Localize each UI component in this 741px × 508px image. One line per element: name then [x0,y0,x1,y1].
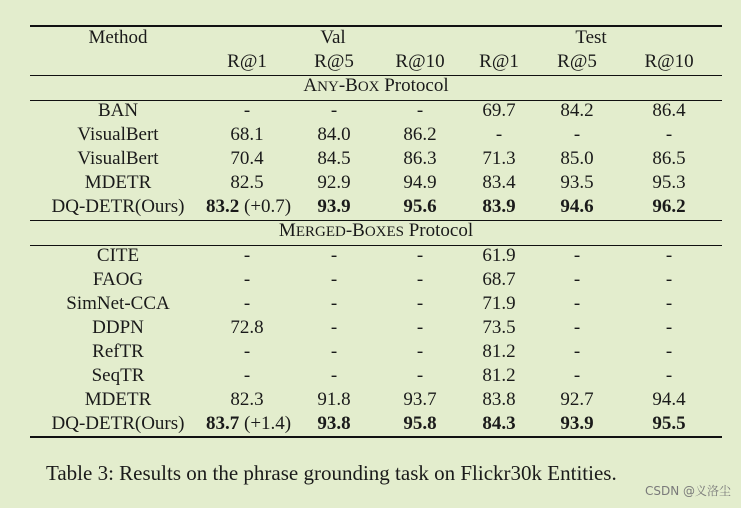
cell-value: 94.4 [652,389,686,410]
method-name: RefTR [92,341,144,362]
value-cell [288,99,380,123]
section-title-row [30,219,722,244]
method-name: BAN [97,100,139,121]
value-cell [288,171,380,195]
method-name: VisualBert [77,148,159,169]
value-cell [288,244,380,268]
method-name: SeqTR [91,365,145,386]
table-row [30,340,722,364]
value-cell [288,268,380,292]
cell-value: 70.4 [230,148,264,169]
cell-value: 83.9 [482,196,516,217]
value-cell [616,147,722,171]
value-cell [380,292,460,316]
section-title [30,219,722,244]
method-name: CITE [96,245,140,266]
value-cell [538,316,616,340]
cell-value: 84.0 [317,124,351,145]
table-row [30,292,722,316]
cell-value: - [665,245,673,266]
method-name: DQ-DETR(Ours) [51,196,185,217]
value-cell [288,364,380,388]
cell-value: 95.8 [403,413,437,434]
section-title [30,74,722,99]
value-cell [380,147,460,171]
cell-value: 95.3 [652,172,686,193]
cell-value: - [573,341,581,362]
cell-value: 85.0 [560,148,594,169]
value-cell [288,340,380,364]
section-title-part: NY [317,79,339,95]
section-title-part: -B [345,220,365,241]
section-title-part: M [278,220,296,241]
value-cell [380,195,460,219]
header-row-groups [30,26,722,50]
cell-value: - [330,100,338,121]
cell-value: - [243,341,251,362]
value-cell [460,316,538,340]
cell-value: - [573,245,581,266]
value-cell [380,171,460,195]
cell-value: 86.4 [652,100,686,121]
section-title-part: A [303,75,318,96]
cell-value: - [416,100,424,121]
value-cell [288,412,380,436]
cell-value: 81.2 [482,341,516,362]
cell-value: 73.5 [482,317,516,338]
cell-value: 93.5 [560,172,594,193]
section-title-row [30,74,722,99]
cell-value: 69.7 [482,100,516,121]
section-title-part: Protocol [379,75,449,96]
cell-value: 86.5 [652,148,686,169]
cell-value: 92.9 [317,172,351,193]
table-row [30,195,722,219]
section-title-part: Protocol [403,220,474,241]
cell-value: - [573,293,581,314]
cell-value: 68.7 [482,269,516,290]
cell-value: - [665,293,673,314]
section-title-part: OX [357,79,380,95]
cell-value: - [573,269,581,290]
cell-value: 92.7 [560,389,594,410]
value-cell [538,364,616,388]
table-caption: Table 3: Results on the phrase grounding task on Flickr30k Entities. [46,461,617,485]
value-cell [460,99,538,123]
cell-value: 95.6 [403,196,437,217]
method-name: VisualBert [77,124,159,145]
cell-value: 91.8 [317,389,351,410]
col-header: R@5 [557,51,597,72]
cell-value: - [330,365,338,386]
cell-value: 83.8 [482,389,516,410]
cell-value: - [416,293,424,314]
table-row [30,316,722,340]
cell-value: - [243,245,251,266]
cell-value: - [243,100,251,121]
cell-value: - [416,317,424,338]
cell-value: - [330,341,338,362]
table-row [30,244,722,268]
cell-value: 82.3 [230,389,264,410]
value-cell [460,268,538,292]
value-cell [288,316,380,340]
method-name: SimNet-CCA [66,293,170,314]
value-cell [460,340,538,364]
value-cell [288,123,380,147]
cell-value: 86.3 [403,148,437,169]
value-cell [460,195,538,219]
method-header: Method [88,27,148,48]
cell-value: 95.5 [652,413,686,434]
value-cell [538,99,616,123]
value-cell [206,99,288,123]
cell-value: - [416,341,424,362]
cell-value: - [330,293,338,314]
table-row [30,171,722,195]
cell-value: - [330,269,338,290]
value-cell [460,364,538,388]
value-cell [538,244,616,268]
value-cell [460,244,538,268]
value-cell [538,171,616,195]
value-cell [538,412,616,436]
value-cell [616,340,722,364]
header-row-metrics [30,50,722,74]
cell-value: 93.8 [317,413,351,434]
value-cell [380,412,460,436]
value-cell [380,99,460,123]
cell-value: - [243,269,251,290]
value-cell [460,123,538,147]
value-cell [538,147,616,171]
table-row [30,99,722,123]
cell-value: 81.2 [482,365,516,386]
value-cell [206,244,288,268]
value-cell [380,268,460,292]
cell-value: - [330,245,338,266]
cell-value: 68.1 [230,124,264,145]
value-cell [460,412,538,436]
method-name: MDETR [84,389,152,410]
value-cell [206,195,292,219]
value-cell [616,99,722,123]
value-cell [616,268,722,292]
cell-value: - [665,317,673,338]
value-cell [616,195,722,219]
value-cell [460,171,538,195]
value-cell [206,388,288,412]
cell-value: - [416,269,424,290]
cell-value: 93.9 [317,196,351,217]
cell-value: 83.2 [206,196,240,217]
value-cell [380,364,460,388]
cell-value: - [495,124,503,145]
value-cell [538,340,616,364]
cell-value: - [243,365,251,386]
value-cell [538,268,616,292]
method-name: DDPN [92,317,144,338]
method-name: FAOG [92,269,144,290]
value-cell [206,147,288,171]
val-group-header: Val [320,27,346,48]
test-group-header: Test [575,27,607,48]
cell-value: 61.9 [482,245,516,266]
section-title-part: OXES [364,224,404,240]
cell-value: - [573,124,581,145]
cell-value: - [416,365,424,386]
cell-value: 84.3 [482,413,516,434]
value-cell [616,388,722,412]
table-row [30,412,722,436]
cell-value: 83.7 [206,413,240,434]
value-cell [206,268,288,292]
value-cell [380,388,460,412]
cell-value: 93.7 [403,389,437,410]
value-cell [206,340,288,364]
value-cell [616,171,722,195]
value-cell [288,147,380,171]
value-cell [380,123,460,147]
col-header: R@5 [314,51,354,72]
value-cell [380,340,460,364]
cell-value: 93.9 [560,413,594,434]
col-header: R@1 [227,51,267,72]
table-row [30,364,722,388]
cell-value: - [573,317,581,338]
value-cell [288,195,380,219]
value-cell [616,123,722,147]
table-row [30,147,722,171]
method-name: MDETR [84,172,152,193]
table-row [30,123,722,147]
cell-value: 96.2 [652,196,686,217]
value-cell [206,292,288,316]
value-cell [538,388,616,412]
cell-value: - [573,365,581,386]
cell-value: - [243,293,251,314]
section-title-part: ERGED [295,224,346,240]
value-cell [206,412,292,436]
cell-value: 71.3 [482,148,516,169]
cell-value: 71.9 [482,293,516,314]
value-cell [288,388,380,412]
cell-value: - [665,365,673,386]
value-cell [616,244,722,268]
value-cell [616,412,722,436]
value-cell [460,388,538,412]
cell-value: 84.5 [317,148,351,169]
value-cell [380,244,460,268]
table-row [30,268,722,292]
table-row [30,388,722,412]
value-cell [206,171,288,195]
cell-value: 94.9 [403,172,437,193]
col-header: R@10 [395,51,445,72]
gain-value: (+0.7) [239,196,292,217]
value-cell [616,364,722,388]
cell-value: 84.2 [560,100,594,121]
value-cell [538,195,616,219]
section-title-part: -B [338,75,358,96]
gain-value: (+1.4) [239,413,292,434]
value-cell [460,292,538,316]
cell-value: 82.5 [230,172,264,193]
bottom-rule [30,436,722,438]
watermark: CSDN @义洛尘 [644,484,731,498]
cell-value: 72.8 [230,317,264,338]
method-name: DQ-DETR(Ours) [51,413,185,434]
cell-value: - [330,317,338,338]
cell-value: - [416,245,424,266]
value-cell [380,316,460,340]
value-cell [538,123,616,147]
cell-value: 86.2 [403,124,437,145]
results-table [30,26,722,436]
header-empty [30,50,206,74]
value-cell [206,316,288,340]
value-cell [616,316,722,340]
col-header: R@1 [479,51,519,72]
value-cell [616,292,722,316]
cell-value: 94.6 [560,196,594,217]
cell-value: - [665,341,673,362]
cell-value: 83.4 [482,172,516,193]
value-cell [460,147,538,171]
col-header: R@10 [644,51,694,72]
cell-value: - [665,124,673,145]
value-cell [206,123,288,147]
cell-value: - [665,269,673,290]
value-cell [288,292,380,316]
value-cell [538,292,616,316]
value-cell [206,364,288,388]
